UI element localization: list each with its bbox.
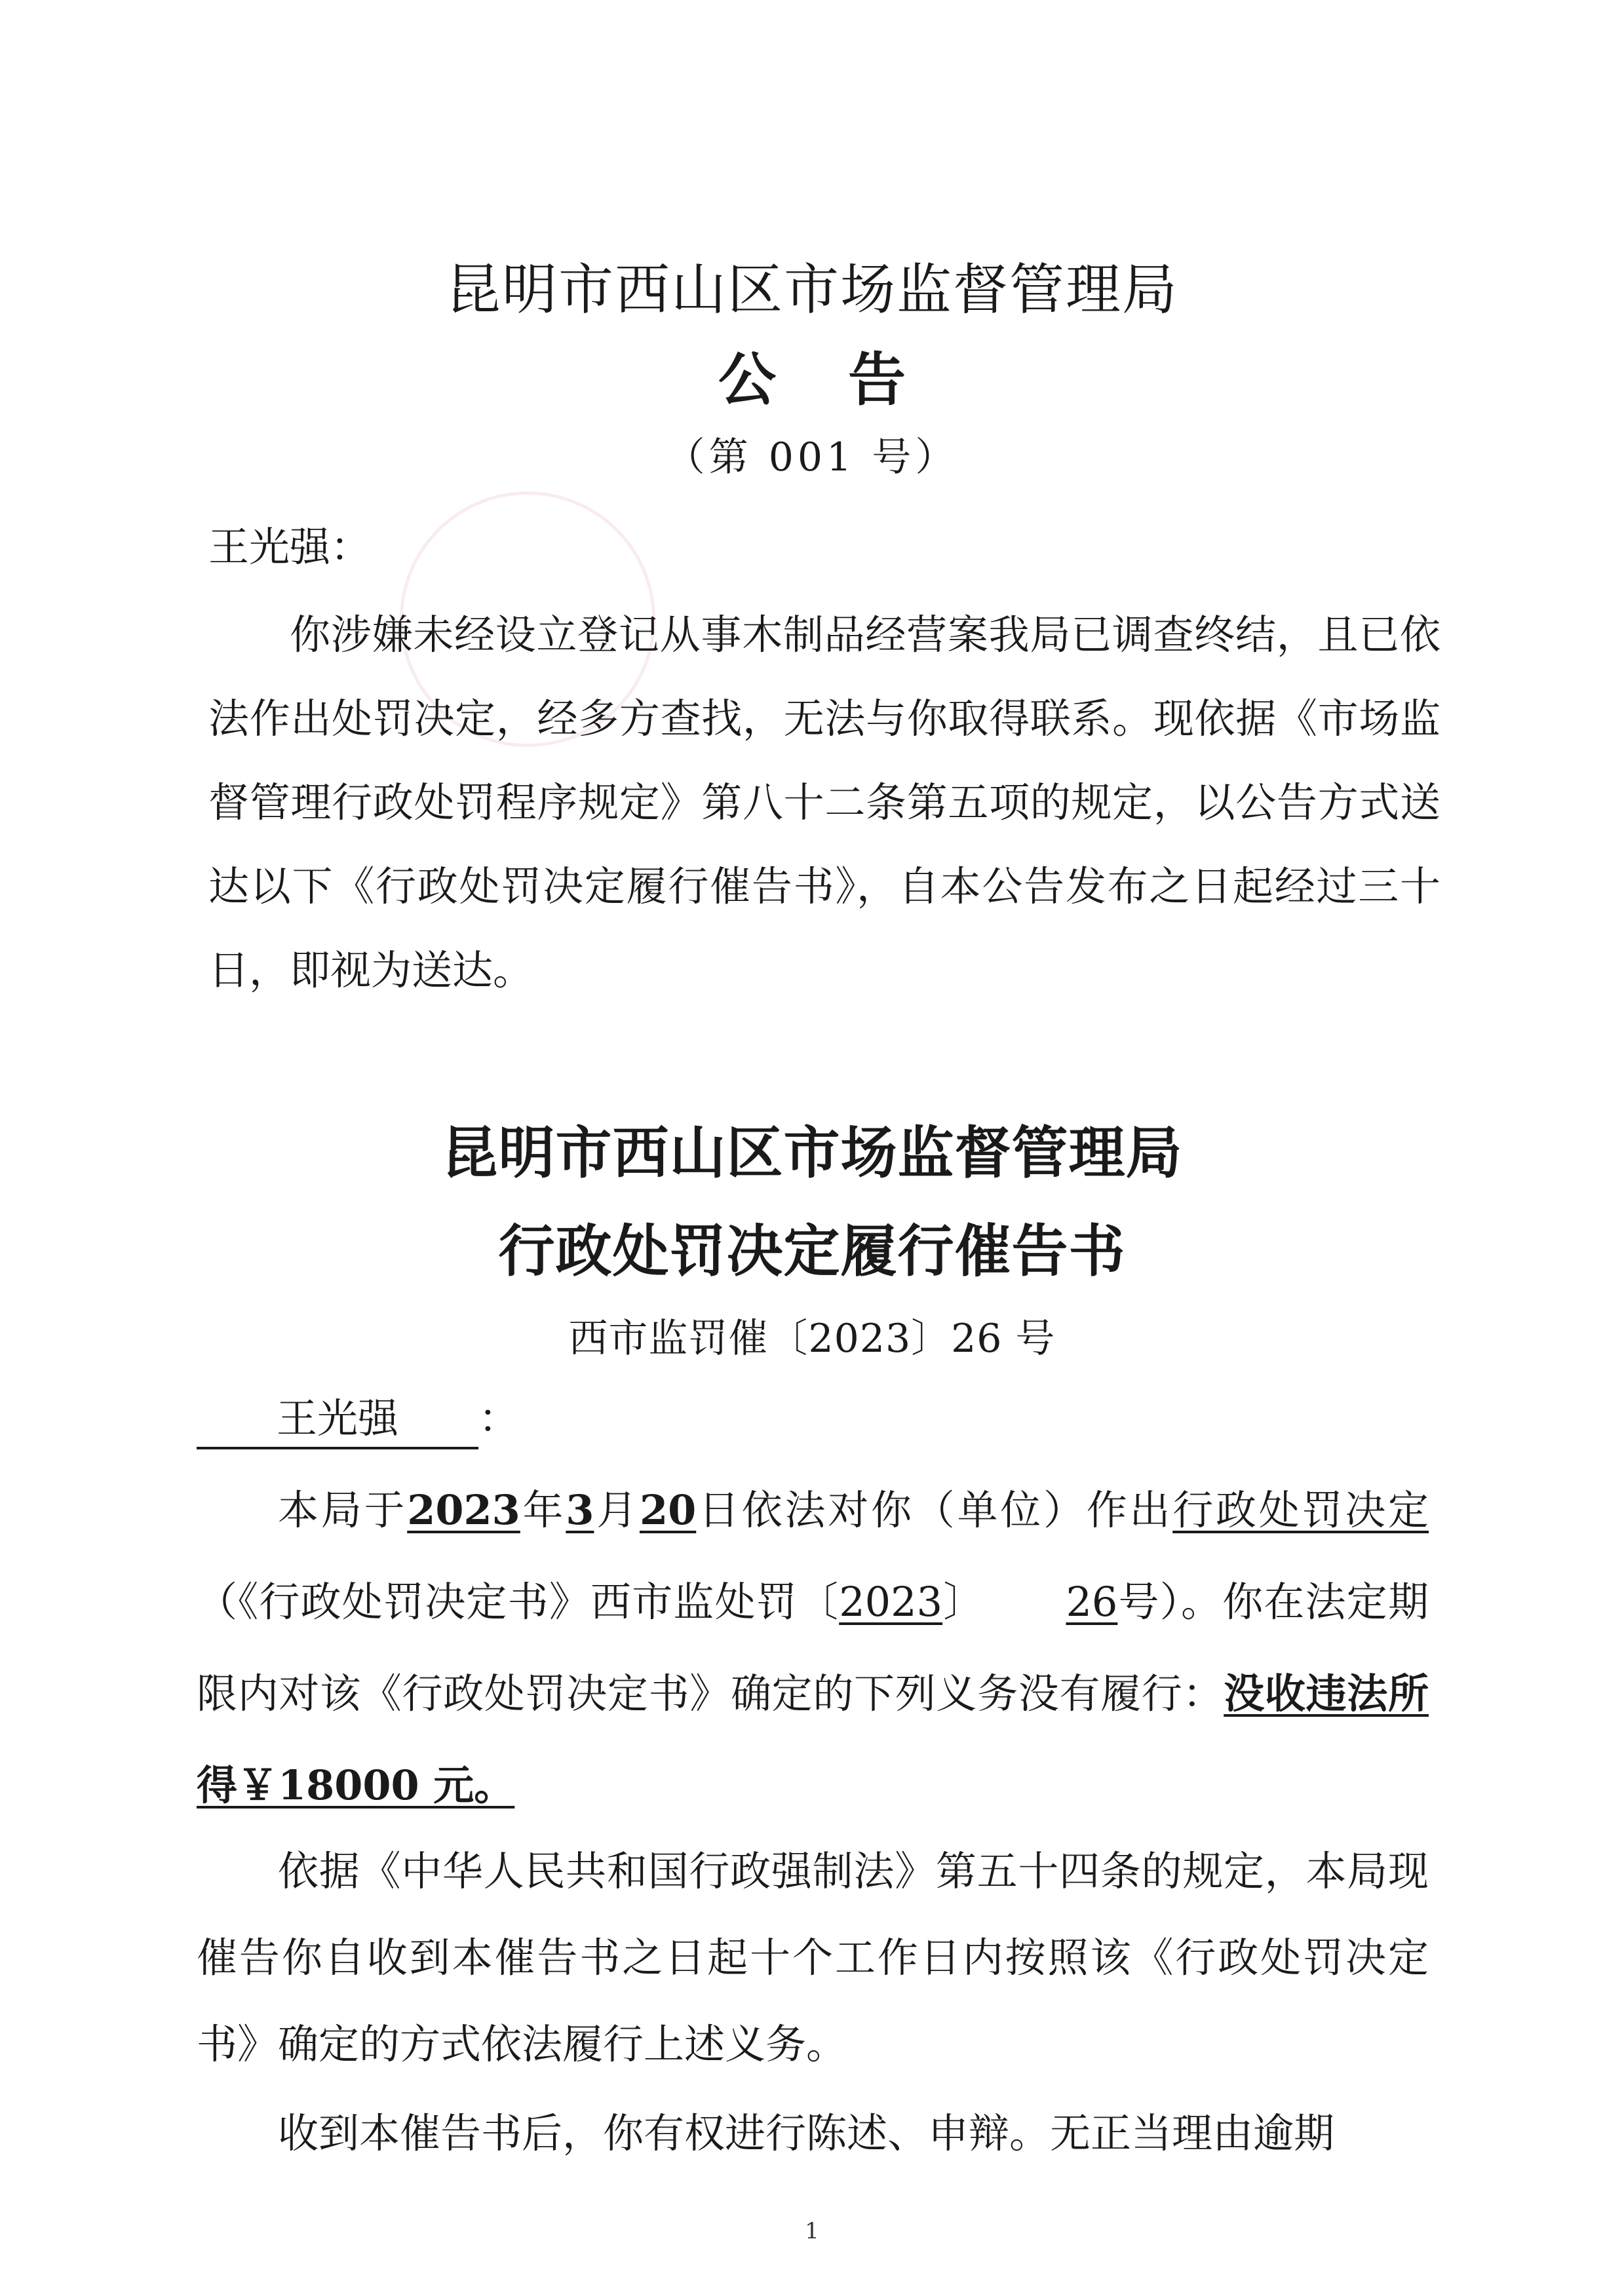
decision-type: 行政处罚决定 (1172, 1486, 1429, 1534)
reminder-title: 行政处罚决定履行催告书 (498, 1218, 1126, 1284)
notice-number: （第 001 号） (665, 434, 959, 480)
decision-month: 3 (566, 1486, 594, 1534)
p2-text-7: 号）。你在法定期限内对该《行政处罚决定书》确定的下列义务没有履行： (197, 1578, 1429, 1717)
reference-number: 26 (1066, 1578, 1118, 1626)
reference-year: 2023 (839, 1578, 943, 1626)
reminder-addressee-name: 王光强 (197, 1386, 478, 1449)
notice-addressee: 王光强： (208, 523, 372, 571)
p2-text-3: 月 (594, 1486, 640, 1534)
p2-text-6: 〕 (942, 1578, 985, 1626)
p2-text-5: （《行政处罚决定书》西市监处罚〔 (197, 1578, 840, 1626)
p2-text-2: 年 (520, 1486, 566, 1534)
notice-agency-title: 昆明市西山区市场监督管理局 (445, 258, 1178, 322)
page-number: 1 (805, 2218, 819, 2244)
reminder-paragraph-2: 依据《中华人民共和国行政强制法》第五十四条的规定，本局现催告你自收到本催告书之日起十个工作日内按照该《行政处罚决定书》确定的方式依法履行上述义务。 (197, 1847, 1429, 2068)
reminder-addressee (197, 1386, 519, 1449)
reminder-agency-title: 昆明市西山区市场监督管理局 (441, 1120, 1183, 1186)
reminder-doc-number: 西市监罚催〔2023〕26 号 (568, 1316, 1056, 1362)
decision-year: 2023 (407, 1486, 520, 1534)
p2-text-1: 本局于 (278, 1486, 408, 1534)
p2-text-4: 日依法对你（单位）作出 (696, 1486, 1173, 1534)
notice-body: 你涉嫌未经设立登记从事木制品经营案我局已调查终结，且已依法作出处罚决定，经多方查找，无法与你取得联系。现依据《市场监督管理行政处罚程序规定》第八十二条第五项的规定，以公告方式送达以下《行政处罚决定履行催告书》，自本公告发布之日起经过三十日，即视为送达。 (208, 611, 1440, 994)
notice-title: 公告 (718, 345, 978, 413)
unfulfilled-obligation: 没收违法所得￥18000 元。 (197, 1670, 1429, 1809)
reminder-paragraph-3: 收到本催告书后，你有权进行陈述、申辩。无正当理由逾期 (278, 2109, 1335, 2157)
reminder-addressee-suffix: ： (478, 1394, 520, 1442)
reminder-paragraph-1 (197, 1464, 1429, 1831)
decision-day: 20 (639, 1486, 697, 1534)
